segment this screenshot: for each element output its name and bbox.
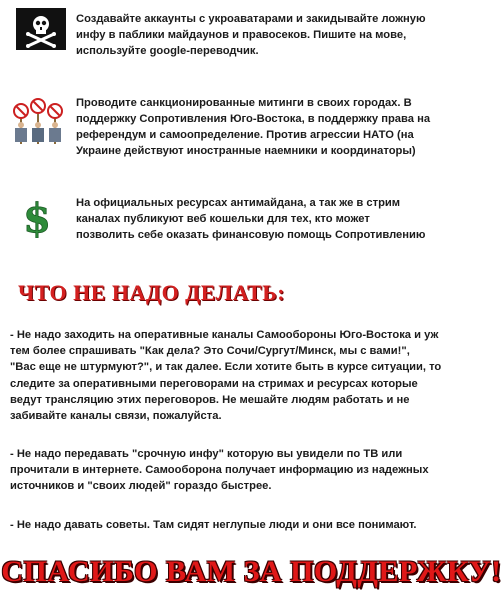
- para-line: - Не надо давать советы. Там сидят неглупые люди и они все понимают.: [10, 519, 417, 531]
- dont-paragraph: [10, 517, 490, 533]
- item-line: На официальных ресурсах антимайдана, а так же в стрим: [76, 197, 401, 209]
- dollar-sign-icon: [22, 196, 52, 243]
- item-line: Создавайте аккаунты с укроаватарами и закидывайте ложную: [76, 13, 426, 25]
- para-line: тем более спрашивать "Как дела? Это Сочи/Сургут/Минск, мы с вами!",: [10, 345, 410, 358]
- protest-signs-icon: [12, 98, 64, 153]
- item-text: [76, 11, 426, 59]
- item-text: [76, 195, 425, 243]
- item-line: каналах публикуют веб кошельки для тех, кто может: [76, 213, 370, 225]
- item-line: используйте google-переводчик.: [76, 45, 259, 57]
- item-line: позволить себе оказать финансовую помощь Сопротивлению: [76, 229, 426, 241]
- item-line: референдум и самоопределение. Против агрессии НАТО (на: [76, 129, 414, 141]
- para-line: прочитали в интернете. Самооборона получает информацию из надежных: [10, 464, 429, 477]
- item-line: поддержку Сопротивления Юго-Востока, в поддержку права на: [76, 113, 431, 125]
- para-line: "Вас еще не штурмуют?", и так далее. Если хотите быть в курсе ситуации, то: [10, 361, 442, 374]
- para-line: забивайте каналы связи, пожалуйста.: [10, 410, 222, 423]
- pirate-flag-icon: [16, 8, 66, 55]
- item-line: Проводите санкционированные митинги в своих городах. В: [76, 97, 412, 109]
- item-line: Украине действуют иностранные наемники и координаторы): [76, 145, 416, 157]
- dont-heading: ЧТО НЕ НАДО ДЕЛАТЬ:: [18, 280, 286, 305]
- svg-text:$: $: [23, 196, 51, 238]
- item-line: инфу в паблики майдаунов и правосеков. Пишите на мове,: [76, 29, 407, 41]
- para-line: источников и "своих людей" гораздо быстрее.: [10, 480, 272, 493]
- dont-paragraph: [10, 327, 490, 424]
- para-line: - Не надо передавать "срочную инфу" которую вы увидели по ТВ или: [10, 448, 403, 460]
- thanks-banner: СПАСИБО ВАМ ЗА ПОДДЕРЖКУ!: [1, 555, 502, 588]
- para-line: следите за оперативными переговорами на стримах и ресурсах которые: [10, 377, 418, 390]
- item-text: [76, 95, 430, 159]
- dont-paragraph: [10, 446, 490, 495]
- para-line: ведут трансляцию этих переговоров. Не мешайте людям работать и не: [10, 393, 410, 406]
- para-line: - Не надо заходить на оперативные каналы Самообороны Юго-Востока и уж: [10, 329, 439, 341]
